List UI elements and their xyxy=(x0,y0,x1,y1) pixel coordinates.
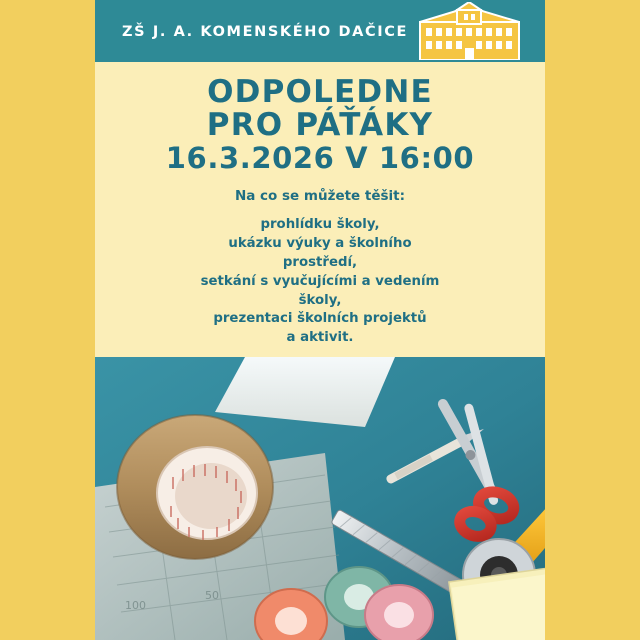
svg-text:100: 100 xyxy=(125,599,146,612)
lead-text: Na co se můžete těšit: xyxy=(234,188,406,204)
heading-line-1: ODPOLEDNE xyxy=(207,74,433,110)
photo-craft-supplies xyxy=(95,357,545,640)
program-list xyxy=(95,216,545,348)
list-item: prezentaci školních projektů xyxy=(213,311,427,327)
event-heading xyxy=(95,76,545,174)
list-item: školy, xyxy=(298,292,342,308)
svg-text:50: 50 xyxy=(205,589,219,602)
heading-line-2: PRO PÁŤÁKY xyxy=(206,107,434,144)
school-building-icon xyxy=(412,2,527,60)
school-name: ZŠ J. A. KOMENSKÉHO DAČICE xyxy=(122,24,408,40)
list-item: prohlídku školy, xyxy=(260,217,380,232)
list-item: ukázku výuky a školního xyxy=(228,235,412,251)
list-item: a aktivit. xyxy=(286,330,354,346)
list-item: prostředí, xyxy=(282,254,358,270)
heading-line-3: 16.3.2026 V 16:00 xyxy=(165,140,475,175)
list-item: setkání s vyučujícími a vedením xyxy=(200,273,440,289)
